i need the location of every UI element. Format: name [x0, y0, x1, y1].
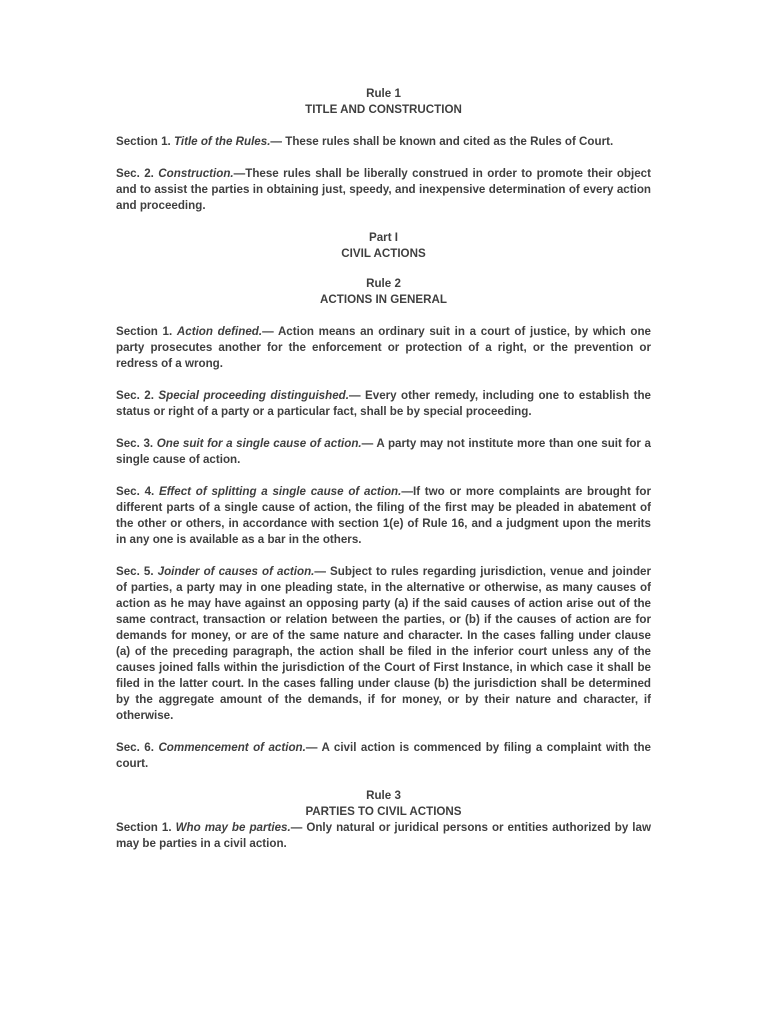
section-dash: — [401, 485, 413, 498]
section-dash: — [314, 565, 331, 578]
section-number: Sec. 5. [116, 565, 158, 578]
section-number: Sec. 3. [116, 437, 157, 450]
section-title: Special proceeding distinguished. [158, 389, 349, 402]
rule-3-section-1 [116, 820, 651, 852]
section-number: Section 1. [116, 325, 177, 338]
section-dash: — [348, 389, 366, 402]
document-page [116, 86, 651, 852]
section-body: Action means an ordinary suit in a court of justice, by which one party prosecutes another for the enforcement or protection of a right, or the prevention or redress of a wrong. [116, 325, 651, 370]
section-title: One suit for a single cause of action. [156, 437, 362, 450]
section-number: Section 1. [116, 135, 174, 148]
rule-2-section-5 [116, 564, 651, 724]
section-title: Construction. [158, 167, 234, 180]
section-number: Section 1. [116, 821, 176, 834]
rule-2-header [116, 276, 651, 308]
section-body: A civil action is commenced by filing a complaint with the court. [116, 741, 651, 770]
section-title: Who may be parties. [175, 821, 291, 834]
rule-2-section-1 [116, 324, 651, 372]
rule-subheading: TITLE AND CONSTRUCTION [305, 103, 462, 116]
section-body: These rules shall be liberally construed in order to promote their object and to assist the parties in obtaining just, speedy, and inexpensive determination of every action and proceeding. [116, 167, 651, 212]
rule-heading: Rule 2 [366, 277, 401, 290]
rule-1-header [116, 86, 651, 118]
section-dash: — [270, 135, 286, 148]
section-number: Sec. 2. [116, 389, 159, 402]
part-1-header [116, 230, 651, 262]
part-heading: Part I [369, 231, 398, 244]
rule-subheading: PARTIES TO CIVIL ACTIONS [305, 805, 462, 818]
section-dash: — [262, 325, 278, 338]
section-dash: — [290, 821, 307, 834]
part-subheading: CIVIL ACTIONS [341, 247, 426, 260]
rule-2-section-3 [116, 436, 651, 468]
section-body: If two or more complaints are brought for different parts of a single cause of action, the filing of the first may be pleaded in abatement of the other or others, in accordance with section 1(e) of Rule 16, and a judgment upon the merits in any one is available as a bar in the others. [116, 485, 651, 546]
section-dash: — [233, 167, 246, 180]
section-title: Action defined. [176, 325, 263, 338]
rule-subheading: ACTIONS IN GENERAL [320, 293, 447, 306]
rule-heading: Rule 3 [366, 789, 401, 802]
section-body: Only natural or juridical persons or entities authorized by law may be parties in a civil action. [116, 821, 651, 850]
rule-1-section-1 [116, 134, 651, 150]
section-dash: — [361, 437, 377, 450]
rule-2-section-2 [116, 388, 651, 420]
rule-2-section-4 [116, 484, 651, 548]
section-body: Subject to rules regarding jurisdiction, venue and joinder of parties, a party may in one pleading state, in the alternative or otherwise, as many causes of action as he may have against an opposing party (a) if the said causes of action arise out of the same contract, transaction or relation between the parties, or (b) if the causes of action are for demands for money, or are of the same nature and character. In the cases falling under clause (a) of the preceding paragraph, the action shall be filed in the inferior court unless any of the causes joined falls within the jurisdiction of the Court of First Instance, in which case it shall be filed in the latter court. In the cases falling under clause (b) the jurisdiction shall be determined by the aggregate amount of the demands, if for money, or by their nature and character, if otherwise. [116, 565, 651, 722]
section-title: Title of the Rules. [174, 135, 271, 148]
section-dash: — [305, 741, 322, 754]
rule-2-section-6 [116, 740, 651, 772]
section-title: Joinder of causes of action. [157, 565, 315, 578]
section-body: Every other remedy, including one to establish the status or right of a party or a particular fact, shall be by special proceeding. [116, 389, 651, 418]
section-number: Sec. 2. [116, 167, 159, 180]
section-body: A party may not institute more than one suit for a single cause of action. [116, 437, 651, 466]
rule-3-header [116, 788, 651, 820]
section-body: These rules shall be known and cited as the Rules of Court. [285, 135, 614, 148]
rule-1-section-2 [116, 166, 651, 214]
section-number: Sec. 4. [116, 485, 160, 498]
section-number: Sec. 6. [116, 741, 159, 754]
section-title: Effect of splitting a single cause of action. [159, 485, 402, 498]
section-title: Commencement of action. [158, 741, 306, 754]
rule-heading: Rule 1 [366, 87, 401, 100]
